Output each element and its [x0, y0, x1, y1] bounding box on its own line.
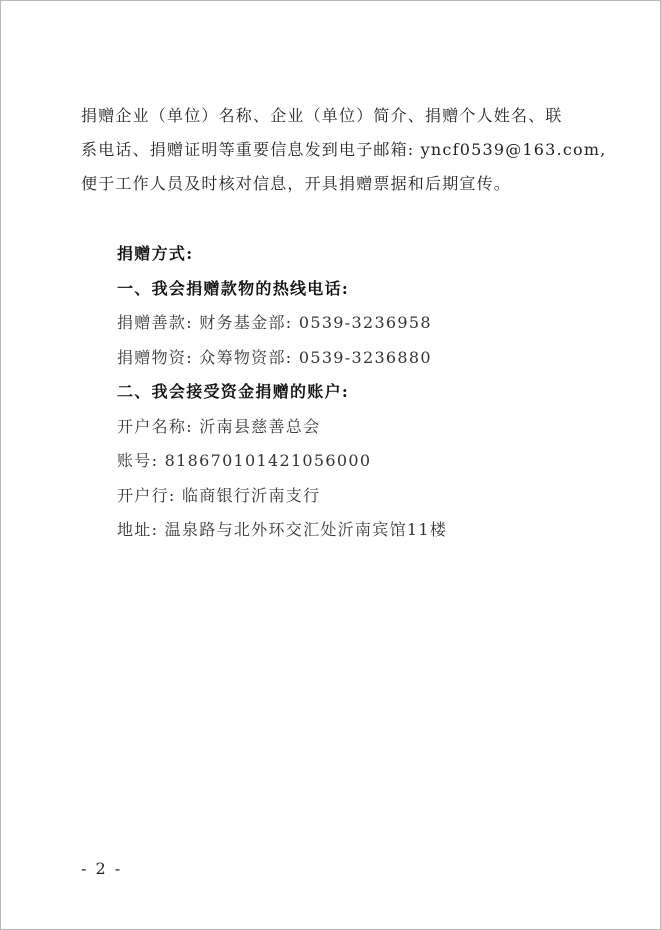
intro-line-2: 系电话、捐赠证明等重要信息发到电子邮箱: yncf0539@163.com, [81, 140, 607, 159]
account-number-line: 账号: 818670101421056000 [117, 451, 372, 470]
bank-line: 开户行: 临商银行沂南支行 [117, 485, 321, 505]
intro-paragraph [81, 99, 607, 201]
account-name-line: 开户名称: 沂南县慈善总会 [117, 416, 321, 436]
cash-donation-line: 捐赠善款: 财务基金部: 0539-3236958 [117, 313, 432, 332]
account-heading: 二、我会接受资金捐赠的账户: [117, 382, 350, 401]
goods-donation-line: 捐赠物资: 众筹物资部: 0539-3236880 [117, 347, 432, 367]
address-line: 地址: 温泉路与北外环交汇处沂南宾馆11楼 [117, 520, 448, 539]
donation-methods [117, 237, 617, 548]
methods-heading: 捐赠方式: [117, 244, 194, 263]
hotline-heading: 一、我会捐赠款物的热线电话: [117, 278, 350, 298]
intro-line-1: 捐赠企业（单位）名称、企业（单位）简介、捐赠个人姓名、联 [81, 106, 563, 125]
page-number: - 2 - [81, 859, 123, 878]
intro-line-3: 便于工作人员及时核对信息，开具捐赠票据和后期宣传。 [81, 174, 512, 193]
